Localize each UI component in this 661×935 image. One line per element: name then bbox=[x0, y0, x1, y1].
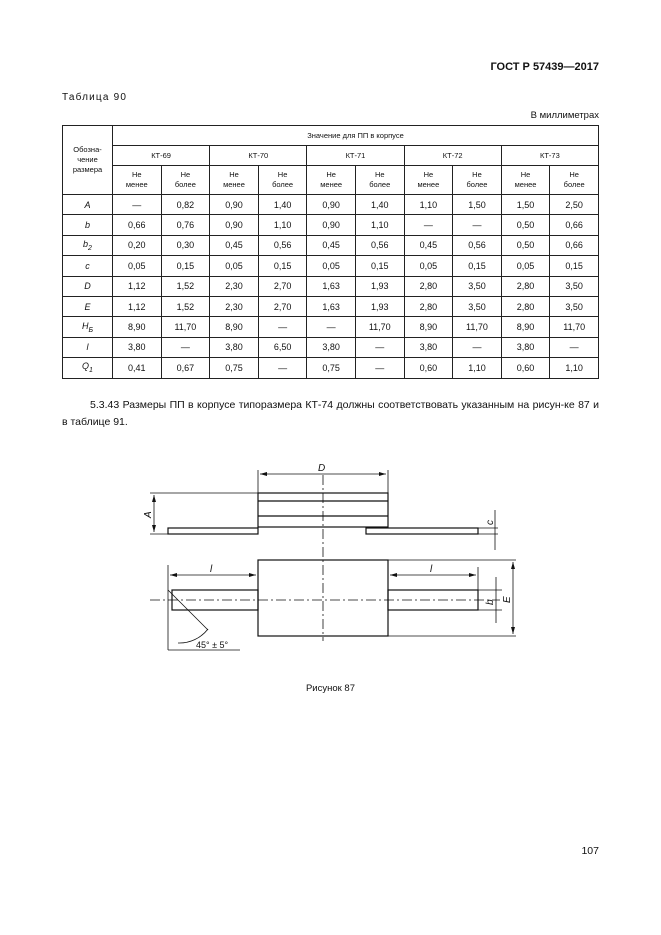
param-symbol: c bbox=[85, 260, 90, 271]
param-symbol: E bbox=[84, 301, 91, 312]
value-cell: 0,60 bbox=[501, 358, 550, 378]
value-cell: 2,30 bbox=[210, 296, 259, 316]
value-cell: 0,05 bbox=[404, 256, 453, 276]
value-cell: 11,70 bbox=[550, 317, 599, 337]
value-cell: 0,60 bbox=[404, 358, 453, 378]
value-cell: 1,93 bbox=[355, 296, 404, 316]
param-subscript: 2 bbox=[88, 244, 92, 252]
value-cell: — bbox=[355, 337, 404, 357]
value-cell: 0,50 bbox=[501, 215, 550, 235]
value-cell: 1,63 bbox=[307, 296, 356, 316]
value-cell: 3,80 bbox=[210, 337, 259, 357]
designation-header bbox=[63, 126, 113, 195]
param-cell bbox=[63, 276, 113, 296]
table-title: Таблица 90 bbox=[62, 92, 128, 103]
value-cell: 0,66 bbox=[550, 215, 599, 235]
value-cell: 0,15 bbox=[550, 256, 599, 276]
value-cell: 0,41 bbox=[113, 358, 162, 378]
table-row bbox=[63, 317, 599, 337]
param-subscript: 1 bbox=[89, 367, 93, 375]
lead-left-side bbox=[168, 528, 258, 534]
value-cell: 0,05 bbox=[501, 256, 550, 276]
value-cell: 3,80 bbox=[501, 337, 550, 357]
value-cell: 3,80 bbox=[404, 337, 453, 357]
value-cell: — bbox=[113, 195, 162, 215]
param-cell bbox=[63, 296, 113, 316]
value-cell: 0,76 bbox=[161, 215, 210, 235]
value-cell: — bbox=[258, 317, 307, 337]
value-cell: 1,10 bbox=[453, 358, 502, 378]
param-cell bbox=[63, 358, 113, 378]
label-angle: 45° ± 5° bbox=[196, 640, 229, 650]
value-cell: — bbox=[307, 317, 356, 337]
param-subscript: Б bbox=[88, 326, 94, 334]
table-row bbox=[63, 276, 599, 296]
param-symbol: D bbox=[84, 281, 91, 292]
package-header: КТ-69 bbox=[113, 146, 210, 166]
min-header: Не менее bbox=[501, 166, 550, 195]
table-row bbox=[63, 358, 599, 378]
min-header: Не менее bbox=[307, 166, 356, 195]
value-cell: 0,66 bbox=[113, 215, 162, 235]
value-cell: 0,56 bbox=[453, 235, 502, 255]
value-cell: 2,80 bbox=[404, 296, 453, 316]
value-cell: — bbox=[453, 215, 502, 235]
value-cell: 1,40 bbox=[355, 195, 404, 215]
label-D: D bbox=[318, 463, 326, 474]
package-header: КТ-70 bbox=[210, 146, 307, 166]
param-symbol: H bbox=[81, 320, 89, 331]
value-cell: 0,05 bbox=[307, 256, 356, 276]
value-cell: 8,90 bbox=[404, 317, 453, 337]
value-cell: 2,80 bbox=[501, 296, 550, 316]
value-cell: 0,90 bbox=[210, 195, 259, 215]
value-cell: 0,90 bbox=[307, 195, 356, 215]
value-cell: 0,56 bbox=[258, 235, 307, 255]
value-cell: 1,10 bbox=[355, 215, 404, 235]
value-cell: 1,10 bbox=[258, 215, 307, 235]
value-cell: 1,93 bbox=[355, 276, 404, 296]
param-symbol: Q bbox=[82, 361, 90, 372]
value-cell: 0,56 bbox=[355, 235, 404, 255]
value-cell: 0,67 bbox=[161, 358, 210, 378]
value-cell: 2,70 bbox=[258, 296, 307, 316]
max-header: Не более bbox=[453, 166, 502, 195]
param-cell bbox=[63, 337, 113, 357]
value-cell: 11,70 bbox=[453, 317, 502, 337]
value-cell: 0,45 bbox=[210, 235, 259, 255]
table-row bbox=[63, 296, 599, 316]
value-cell: 0,75 bbox=[307, 358, 356, 378]
value-cell: — bbox=[161, 337, 210, 357]
value-cell: 3,80 bbox=[113, 337, 162, 357]
value-cell: 6,50 bbox=[258, 337, 307, 357]
value-cell: 0,45 bbox=[307, 235, 356, 255]
max-header: Не более bbox=[355, 166, 404, 195]
value-cell: 2,50 bbox=[550, 195, 599, 215]
value-cell: 1,63 bbox=[307, 276, 356, 296]
value-cell: 8,90 bbox=[113, 317, 162, 337]
value-cell: 1,40 bbox=[258, 195, 307, 215]
value-cell: 0,15 bbox=[355, 256, 404, 276]
value-cell: 0,05 bbox=[113, 256, 162, 276]
table-row bbox=[63, 195, 599, 215]
min-header: Не менее bbox=[113, 166, 162, 195]
value-cell: 3,80 bbox=[307, 337, 356, 357]
label-b: b bbox=[485, 599, 496, 605]
value-cell: — bbox=[404, 215, 453, 235]
param-cell bbox=[63, 195, 113, 215]
package-header: КТ-72 bbox=[404, 146, 501, 166]
value-cell: 0,50 bbox=[501, 235, 550, 255]
label-l-right: l bbox=[430, 564, 433, 575]
value-cell: 0,15 bbox=[161, 256, 210, 276]
dimensions-table bbox=[62, 125, 599, 379]
value-cell: — bbox=[550, 337, 599, 357]
param-cell bbox=[63, 235, 113, 255]
value-cell: 3,50 bbox=[550, 276, 599, 296]
value-cell: 1,52 bbox=[161, 276, 210, 296]
lead-right-side bbox=[366, 528, 478, 534]
package-header: КТ-71 bbox=[307, 146, 404, 166]
value-cell: 2,80 bbox=[404, 276, 453, 296]
value-cell: 1,10 bbox=[404, 195, 453, 215]
value-cell: 0,20 bbox=[113, 235, 162, 255]
paragraph-5-3-43: 5.3.43 Размеры ПП в корпусе типоразмера КТ-74 должны соответствовать указанным на рисун-ке 87 и в таблице 91. bbox=[62, 399, 599, 428]
label-E: E bbox=[502, 596, 513, 603]
table-row bbox=[63, 337, 599, 357]
table-row bbox=[63, 215, 599, 235]
value-cell: 0,90 bbox=[210, 215, 259, 235]
value-cell: 3,50 bbox=[453, 276, 502, 296]
param-cell bbox=[63, 215, 113, 235]
value-cell: — bbox=[453, 337, 502, 357]
value-cell: 1,50 bbox=[453, 195, 502, 215]
page-number: 107 bbox=[581, 845, 599, 857]
figure-87-drawing bbox=[130, 455, 530, 665]
value-cell: 8,90 bbox=[210, 317, 259, 337]
standard-header: ГОСТ Р 57439—2017 bbox=[490, 61, 599, 73]
value-cell: 11,70 bbox=[355, 317, 404, 337]
value-cell: 0,15 bbox=[258, 256, 307, 276]
max-header: Не более bbox=[258, 166, 307, 195]
value-cell: 8,90 bbox=[501, 317, 550, 337]
param-symbol: b bbox=[83, 239, 89, 250]
min-header: Не менее bbox=[404, 166, 453, 195]
max-header: Не более bbox=[550, 166, 599, 195]
param-symbol: A bbox=[84, 199, 91, 210]
param-cell bbox=[63, 256, 113, 276]
figure-caption: Рисунок 87 bbox=[305, 683, 356, 694]
value-cell: 0,05 bbox=[210, 256, 259, 276]
value-cell: 3,50 bbox=[550, 296, 599, 316]
value-cell: 2,80 bbox=[501, 276, 550, 296]
value-cell: 0,75 bbox=[210, 358, 259, 378]
value-cell: — bbox=[355, 358, 404, 378]
value-cell: 1,12 bbox=[113, 296, 162, 316]
value-cell: 2,30 bbox=[210, 276, 259, 296]
value-cell: 0,30 bbox=[161, 235, 210, 255]
min-header: Не менее bbox=[210, 166, 259, 195]
group-header: Значение для ПП в корпусе bbox=[113, 126, 599, 146]
value-cell: — bbox=[258, 358, 307, 378]
param-symbol: l bbox=[86, 342, 89, 353]
label-l-left: l bbox=[210, 564, 213, 575]
value-cell: 0,82 bbox=[161, 195, 210, 215]
value-cell: 0,66 bbox=[550, 235, 599, 255]
value-cell: 1,52 bbox=[161, 296, 210, 316]
max-header: Не более bbox=[161, 166, 210, 195]
units-note: В миллиметрах bbox=[530, 110, 599, 121]
value-cell: 0,90 bbox=[307, 215, 356, 235]
value-cell: 3,50 bbox=[453, 296, 502, 316]
value-cell: 1,50 bbox=[501, 195, 550, 215]
table-row bbox=[63, 235, 599, 255]
param-cell bbox=[63, 317, 113, 337]
value-cell: 0,15 bbox=[453, 256, 502, 276]
table-row bbox=[63, 256, 599, 276]
param-symbol: b bbox=[84, 220, 90, 231]
value-cell: 11,70 bbox=[161, 317, 210, 337]
package-header: КТ-73 bbox=[501, 146, 598, 166]
label-A: A bbox=[143, 511, 154, 518]
value-cell: 2,70 bbox=[258, 276, 307, 296]
value-cell: 0,45 bbox=[404, 235, 453, 255]
value-cell: 1,10 bbox=[550, 358, 599, 378]
designation-header-text: Обозна- чение размера bbox=[72, 145, 103, 174]
value-cell: 1,12 bbox=[113, 276, 162, 296]
label-c: c bbox=[485, 520, 496, 525]
